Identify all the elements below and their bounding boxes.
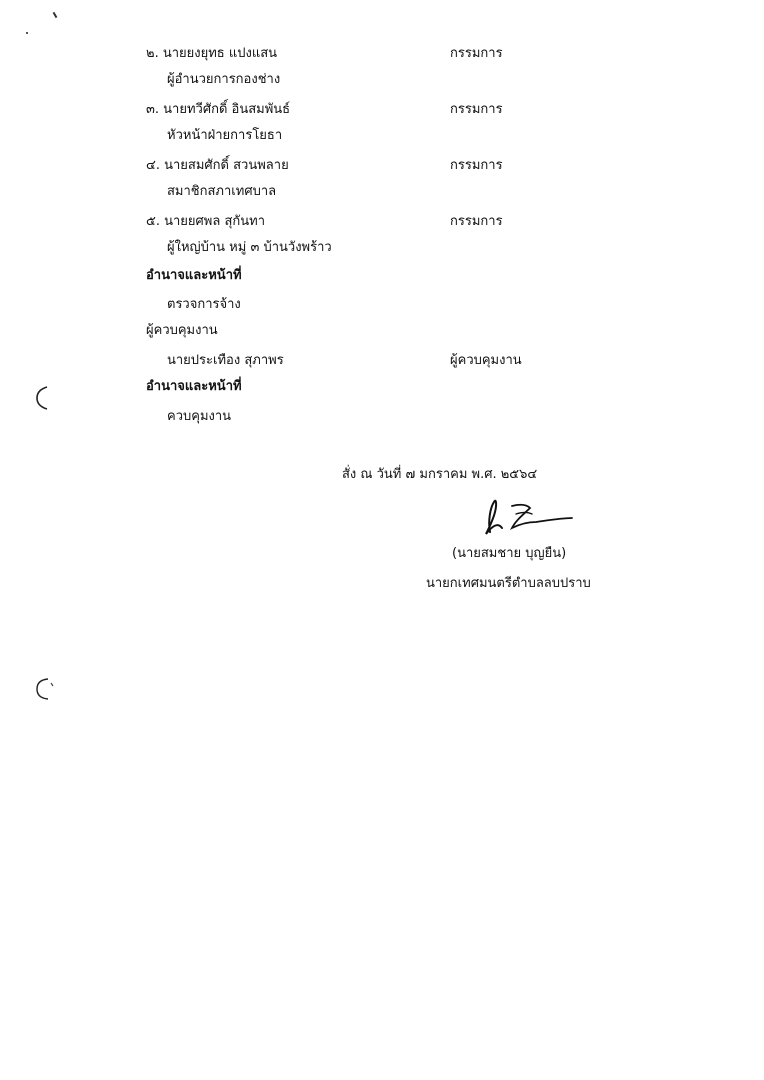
member-role: กรรมการ <box>450 158 503 173</box>
member-role: กรรมการ <box>450 214 503 229</box>
duties-text: ควบคุมงาน <box>167 409 232 424</box>
member-name: ๕. นายยศพล สุกันทา <box>146 214 266 229</box>
punch-hole-mark <box>34 676 56 702</box>
member-position: สมาชิกสภาเทศบาล <box>167 184 277 199</box>
member-position: ผู้อำนวยการกองช่าง <box>167 72 281 87</box>
member-role: กรรมการ <box>450 102 503 117</box>
member-name: ๓. นายทวีศักดิ์ อินสมพันธ์ <box>146 102 291 117</box>
signer-name: (นายสมชาย บุญยืน) <box>452 546 567 561</box>
signer-title: นายกเทศมนตรีตำบลลบปราบ <box>426 576 591 591</box>
punch-hole-mark <box>34 384 50 412</box>
duties-text: ตรวจการจ้าง <box>167 297 241 312</box>
duties-heading: อำนาจและหน้าที่ <box>146 379 242 394</box>
supervisor-name: นายประเทือง สุภาพร <box>167 353 284 368</box>
member-position: หัวหน้าฝ่ายการโยธา <box>167 128 283 143</box>
supervisor-role: ผู้ควบคุมงาน <box>450 353 522 368</box>
member-name: ๒. นายยงยุทธ แปงแสน <box>146 46 278 61</box>
scan-speck <box>26 32 28 34</box>
member-name: ๔. นายสมศักดิ์ สวนพลาย <box>146 158 289 173</box>
signature-scribble <box>472 488 576 540</box>
supervisor-heading: ผู้ควบคุมงาน <box>146 323 218 338</box>
member-position: ผู้ใหญ่บ้าน หมู่ ๓ บ้านวังพร้าว <box>167 240 332 255</box>
order-date: สั่ง ณ วันที่ ๗ มกราคม พ.ศ. ๒๕๖๔ <box>342 467 538 482</box>
scan-speck <box>53 12 58 18</box>
duties-heading: อำนาจและหน้าที่ <box>146 268 242 283</box>
member-role: กรรมการ <box>450 46 503 61</box>
